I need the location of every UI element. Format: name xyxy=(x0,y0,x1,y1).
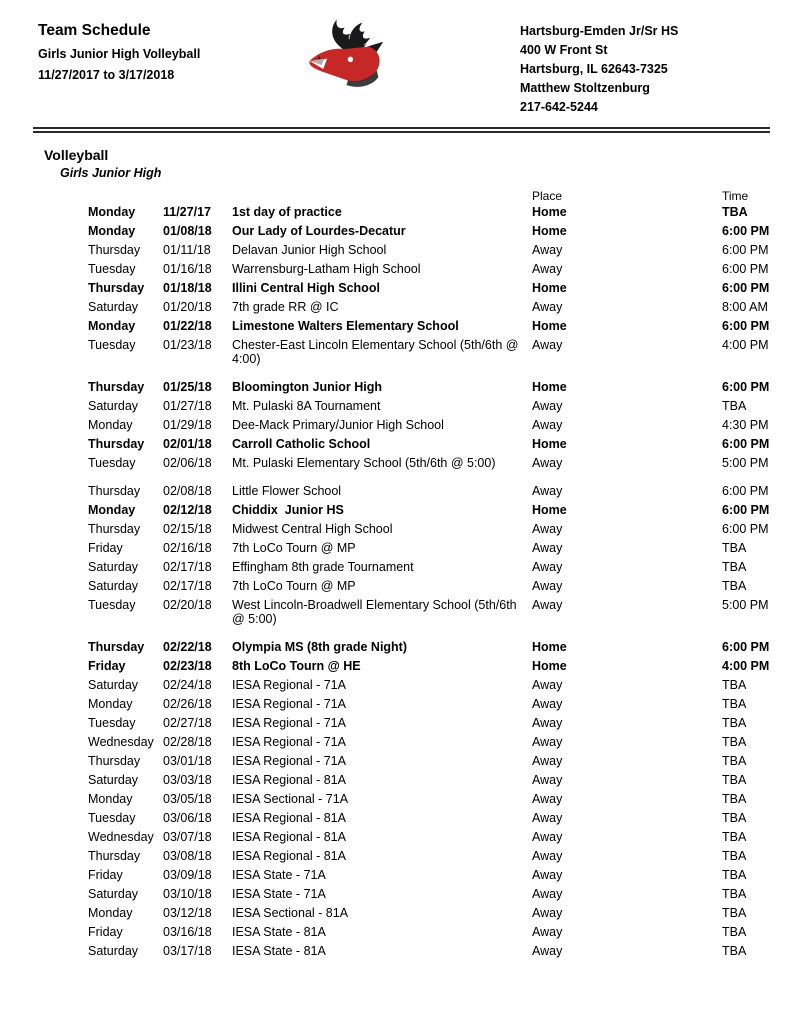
cell-date: 03/07/18 xyxy=(163,830,212,844)
page-title: Team Schedule xyxy=(38,22,151,39)
cell-date: 03/17/18 xyxy=(163,944,212,958)
cell-opponent: IESA Regional - 71A xyxy=(232,697,346,711)
cell-day: Thursday xyxy=(88,754,141,768)
cell-date: 01/16/18 xyxy=(163,262,212,276)
cell-place: Away xyxy=(532,579,563,593)
cell-place: Home xyxy=(532,503,567,517)
cell-date: 03/16/18 xyxy=(163,925,212,939)
cell-date: 03/03/18 xyxy=(163,773,212,787)
cell-opponent: IESA Regional - 81A xyxy=(232,849,346,863)
cell-opponent: Mt. Pulaski Elementary School (5th/6th @ 5:00) xyxy=(232,456,496,470)
document-header xyxy=(38,12,770,117)
schedule-row xyxy=(88,281,770,295)
cell-date: 01/08/18 xyxy=(163,224,212,238)
logo-container xyxy=(300,12,400,94)
cell-opponent: Chester-East Lincoln Elementary School (5th/6th @ 4:00) xyxy=(232,338,522,366)
cell-date: 03/10/18 xyxy=(163,887,212,901)
schedule-row xyxy=(88,773,770,787)
cell-place: Home xyxy=(532,205,567,219)
cell-date: 02/16/18 xyxy=(163,541,212,555)
cell-time: 6:00 PM xyxy=(722,224,770,238)
schedule-row xyxy=(88,830,770,844)
cell-date: 02/20/18 xyxy=(163,598,212,612)
cell-day: Saturday xyxy=(88,560,139,574)
cell-day: Monday xyxy=(88,792,133,806)
cell-day: Thursday xyxy=(88,281,145,295)
cell-place: Away xyxy=(532,541,563,555)
cell-place: Away xyxy=(532,716,563,730)
cell-time: 6:00 PM xyxy=(722,319,770,333)
cell-place: Away xyxy=(532,849,563,863)
cell-time: TBA xyxy=(722,811,747,825)
schedule-row xyxy=(88,811,770,825)
cell-place: Away xyxy=(532,944,563,958)
schedule-row xyxy=(88,522,770,536)
cell-opponent: 7th LoCo Tourn @ MP xyxy=(232,579,356,593)
cell-opponent: Midwest Central High School xyxy=(232,522,393,536)
schedule-row xyxy=(88,262,770,276)
cell-time: TBA xyxy=(722,579,747,593)
cell-time: TBA xyxy=(722,560,747,574)
cell-day: Tuesday xyxy=(88,716,136,730)
cell-date: 02/15/18 xyxy=(163,522,212,536)
table-header-row xyxy=(88,190,770,204)
cell-day: Saturday xyxy=(88,399,139,413)
cell-opponent: IESA State - 71A xyxy=(232,887,326,901)
schedule-row xyxy=(88,792,770,806)
cell-opponent: Chiddix Junior HS xyxy=(232,503,344,517)
cell-time: 6:00 PM xyxy=(722,640,770,654)
cell-time: TBA xyxy=(722,887,747,901)
cell-time: TBA xyxy=(722,205,748,219)
cell-day: Thursday xyxy=(88,243,141,257)
team-name: Girls Junior High Volleyball xyxy=(38,47,201,61)
cell-day: Tuesday xyxy=(88,456,136,470)
schedule-row xyxy=(88,678,770,692)
cell-opponent: Limestone Walters Elementary School xyxy=(232,319,459,333)
column-header-day-empty xyxy=(88,190,163,204)
cell-date: 01/22/18 xyxy=(163,319,212,333)
cell-day: Monday xyxy=(88,503,136,517)
cell-day: Friday xyxy=(88,659,126,673)
cell-opponent: IESA Regional - 81A xyxy=(232,773,346,787)
cell-opponent: IESA State - 81A xyxy=(232,925,326,939)
schedule-row xyxy=(88,456,770,470)
cell-time: 4:00 PM xyxy=(722,659,770,673)
cell-opponent: IESA Sectional - 81A xyxy=(232,906,349,920)
cell-date: 03/05/18 xyxy=(163,792,212,806)
schedule-row xyxy=(88,944,770,958)
cell-place: Home xyxy=(532,224,567,238)
cell-day: Friday xyxy=(88,541,123,555)
cell-date: 03/06/18 xyxy=(163,811,212,825)
schedule-row xyxy=(88,906,770,920)
cell-date: 03/08/18 xyxy=(163,849,212,863)
cell-opponent: West Lincoln-Broadwell Elementary School (5th/6th @ 5:00) xyxy=(232,598,521,626)
cell-time: 6:00 PM xyxy=(722,484,769,498)
cell-day: Friday xyxy=(88,925,123,939)
cell-day: Saturday xyxy=(88,678,139,692)
stag-mascot-icon xyxy=(300,12,396,94)
cell-time: 6:00 PM xyxy=(722,522,769,536)
school-info xyxy=(520,12,770,117)
cell-place: Away xyxy=(532,792,563,806)
cell-place: Away xyxy=(532,773,563,787)
cell-time: TBA xyxy=(722,678,747,692)
cell-date: 01/18/18 xyxy=(163,281,212,295)
cell-day: Tuesday xyxy=(88,262,136,276)
cell-day: Thursday xyxy=(88,849,141,863)
column-header-date-empty xyxy=(163,190,232,204)
cell-date: 02/28/18 xyxy=(163,735,212,749)
contact-phone: 217-642-5244 xyxy=(520,100,598,114)
cell-opponent: Illini Central High School xyxy=(232,281,380,295)
cell-place: Away xyxy=(532,887,563,901)
cell-time: TBA xyxy=(722,868,747,882)
cell-day: Thursday xyxy=(88,640,145,654)
cell-date: 02/08/18 xyxy=(163,484,212,498)
cell-opponent: Warrensburg-Latham High School xyxy=(232,262,421,276)
cell-opponent: IESA Regional - 71A xyxy=(232,678,346,692)
cell-place: Home xyxy=(532,281,567,295)
column-header-time: Time xyxy=(722,189,749,203)
cell-date: 01/27/18 xyxy=(163,399,212,413)
cell-opponent: Our Lady of Lourdes-Decatur xyxy=(232,224,406,238)
schedule-row xyxy=(88,300,770,314)
cell-time: TBA xyxy=(722,716,747,730)
schedule-row xyxy=(88,598,770,626)
cell-place: Away xyxy=(532,399,563,413)
schedule-row xyxy=(88,754,770,768)
cell-place: Away xyxy=(532,811,563,825)
cell-place: Away xyxy=(532,697,563,711)
cell-place: Home xyxy=(532,437,567,451)
cell-date: 02/23/18 xyxy=(163,659,212,673)
cell-date: 02/17/18 xyxy=(163,560,212,574)
cell-time: 6:00 PM xyxy=(722,262,769,276)
cell-day: Saturday xyxy=(88,579,139,593)
cell-day: Wednesday xyxy=(88,735,154,749)
cell-opponent: Olympia MS (8th grade Night) xyxy=(232,640,408,654)
cell-date: 01/29/18 xyxy=(163,418,212,432)
cell-day: Monday xyxy=(88,205,136,219)
cell-opponent: IESA Regional - 81A xyxy=(232,811,346,825)
cell-time: TBA xyxy=(722,773,747,787)
cell-time: TBA xyxy=(722,754,747,768)
cell-time: 6:00 PM xyxy=(722,281,770,295)
cell-place: Away xyxy=(532,754,563,768)
cell-place: Away xyxy=(532,418,563,432)
cell-place: Away xyxy=(532,338,563,352)
cell-time: 8:00 AM xyxy=(722,300,768,314)
cell-place: Home xyxy=(532,380,567,394)
schedule-row xyxy=(88,205,770,219)
cell-opponent: Little Flower School xyxy=(232,484,342,498)
cell-time: 6:00 PM xyxy=(722,437,770,451)
cell-opponent: 7th grade RR @ IC xyxy=(232,300,339,314)
schedule-row xyxy=(88,437,770,451)
sport-section-title: Volleyball xyxy=(44,147,109,163)
cell-place: Away xyxy=(532,598,563,612)
schedule-row xyxy=(88,640,770,654)
cell-day: Wednesday xyxy=(88,830,154,844)
cell-time: 6:00 PM xyxy=(722,380,770,394)
cell-place: Away xyxy=(532,456,563,470)
schedule-row xyxy=(88,224,770,238)
cell-opponent: IESA Regional - 71A xyxy=(232,754,346,768)
cell-day: Saturday xyxy=(88,773,139,787)
schedule-row xyxy=(88,338,770,366)
cell-date: 03/01/18 xyxy=(163,754,212,768)
school-address-line2: Hartsburg, IL 62643-7325 xyxy=(520,62,668,76)
column-header-place: Place xyxy=(532,189,563,203)
cell-time: TBA xyxy=(722,830,747,844)
season-date-range: 11/27/2017 to 3/17/2018 xyxy=(38,68,175,82)
cell-place: Away xyxy=(532,484,563,498)
schedule-row xyxy=(88,659,770,673)
cell-day: Tuesday xyxy=(88,598,136,612)
cell-date: 01/20/18 xyxy=(163,300,212,314)
cell-place: Away xyxy=(532,522,563,536)
cell-place: Away xyxy=(532,830,563,844)
cell-time: 4:30 PM xyxy=(722,418,769,432)
schedule-table xyxy=(38,190,770,958)
cell-date: 02/26/18 xyxy=(163,697,212,711)
schedule-row xyxy=(88,243,770,257)
cell-place: Away xyxy=(532,560,563,574)
cell-date: 02/01/18 xyxy=(163,437,212,451)
cell-time: TBA xyxy=(722,792,747,806)
cell-opponent: Mt. Pulaski 8A Tournament xyxy=(232,399,381,413)
cell-opponent: IESA State - 71A xyxy=(232,868,326,882)
cell-time: TBA xyxy=(722,906,747,920)
schedule-row xyxy=(88,716,770,730)
schedule-row xyxy=(88,925,770,939)
schedule-row xyxy=(88,418,770,432)
schedule-row xyxy=(88,849,770,863)
header-left xyxy=(38,12,300,89)
schedule-row xyxy=(88,380,770,394)
cell-place: Away xyxy=(532,868,563,882)
cell-day: Saturday xyxy=(88,300,139,314)
cell-place: Home xyxy=(532,659,567,673)
cell-time: TBA xyxy=(722,925,747,939)
cell-place: Away xyxy=(532,906,563,920)
cell-time: TBA xyxy=(722,541,747,555)
schedule-row xyxy=(88,697,770,711)
cell-time: TBA xyxy=(722,849,747,863)
cell-place: Away xyxy=(532,300,563,314)
schedule-row xyxy=(88,503,770,517)
cell-time: 5:00 PM xyxy=(722,456,769,470)
cell-opponent: Dee-Mack Primary/Junior High School xyxy=(232,418,444,432)
cell-opponent: 1st day of practice xyxy=(232,205,342,219)
cell-opponent: 8th LoCo Tourn @ HE xyxy=(232,659,361,673)
cell-day: Friday xyxy=(88,868,123,882)
schedule-row xyxy=(88,541,770,555)
cell-day: Monday xyxy=(88,418,133,432)
cell-day: Thursday xyxy=(88,380,145,394)
cell-day: Saturday xyxy=(88,944,139,958)
schedule-row xyxy=(88,579,770,593)
cell-time: 6:00 PM xyxy=(722,503,770,517)
column-header-opponent-empty xyxy=(232,190,532,204)
team-section-subtitle: Girls Junior High xyxy=(60,166,162,180)
contact-name: Matthew Stoltzenburg xyxy=(520,81,650,95)
cell-place: Away xyxy=(532,262,563,276)
cell-place: Away xyxy=(532,925,563,939)
cell-date: 02/06/18 xyxy=(163,456,212,470)
cell-opponent: IESA Regional - 71A xyxy=(232,735,346,749)
cell-opponent: IESA Sectional - 71A xyxy=(232,792,349,806)
cell-day: Monday xyxy=(88,697,133,711)
cell-date: 01/25/18 xyxy=(163,380,212,394)
cell-day: Thursday xyxy=(88,484,141,498)
cell-opponent: 7th LoCo Tourn @ MP xyxy=(232,541,356,555)
schedule-row xyxy=(88,319,770,333)
cell-time: 5:00 PM xyxy=(722,598,769,612)
cell-place: Away xyxy=(532,735,563,749)
cell-opponent: IESA State - 81A xyxy=(232,944,326,958)
cell-day: Saturday xyxy=(88,887,139,901)
cell-date: 02/12/18 xyxy=(163,503,212,517)
cell-place: Away xyxy=(532,678,563,692)
schedule-row xyxy=(88,484,770,498)
cell-date: 11/27/17 xyxy=(163,205,211,219)
cell-date: 02/24/18 xyxy=(163,678,212,692)
cell-day: Monday xyxy=(88,224,136,238)
double-rule-divider xyxy=(33,127,770,133)
schedule-row xyxy=(88,887,770,901)
cell-opponent: Delavan Junior High School xyxy=(232,243,387,257)
cell-date: 02/22/18 xyxy=(163,640,212,654)
cell-date: 01/11/18 xyxy=(163,243,211,257)
cell-time: TBA xyxy=(722,399,747,413)
school-name: Hartsburg-Emden Jr/Sr HS xyxy=(520,24,679,38)
cell-opponent: IESA Regional - 81A xyxy=(232,830,346,844)
cell-day: Tuesday xyxy=(88,811,136,825)
cell-date: 01/23/18 xyxy=(163,338,212,352)
cell-time: 4:00 PM xyxy=(722,338,769,352)
cell-date: 03/12/18 xyxy=(163,906,212,920)
cell-opponent: IESA Regional - 71A xyxy=(232,716,346,730)
schedule-rows xyxy=(88,205,770,958)
schedule-row xyxy=(88,560,770,574)
schedule-row xyxy=(88,735,770,749)
cell-date: 03/09/18 xyxy=(163,868,212,882)
cell-opponent: Effingham 8th grade Tournament xyxy=(232,560,414,574)
schedule-row xyxy=(88,399,770,413)
cell-place: Home xyxy=(532,640,567,654)
cell-opponent: Bloomington Junior High xyxy=(232,380,382,394)
cell-day: Tuesday xyxy=(88,338,136,352)
cell-day: Thursday xyxy=(88,522,141,536)
cell-time: TBA xyxy=(722,735,747,749)
school-address-line1: 400 W Front St xyxy=(520,43,608,57)
cell-day: Monday xyxy=(88,319,136,333)
cell-place: Away xyxy=(532,243,563,257)
cell-time: TBA xyxy=(722,944,747,958)
cell-time: 6:00 PM xyxy=(722,243,769,257)
cell-date: 02/27/18 xyxy=(163,716,212,730)
cell-date: 02/17/18 xyxy=(163,579,212,593)
schedule-row xyxy=(88,868,770,882)
cell-time: TBA xyxy=(722,697,747,711)
cell-place: Home xyxy=(532,319,567,333)
cell-opponent: Carroll Catholic School xyxy=(232,437,371,451)
cell-day: Monday xyxy=(88,906,133,920)
cell-day: Thursday xyxy=(88,437,145,451)
